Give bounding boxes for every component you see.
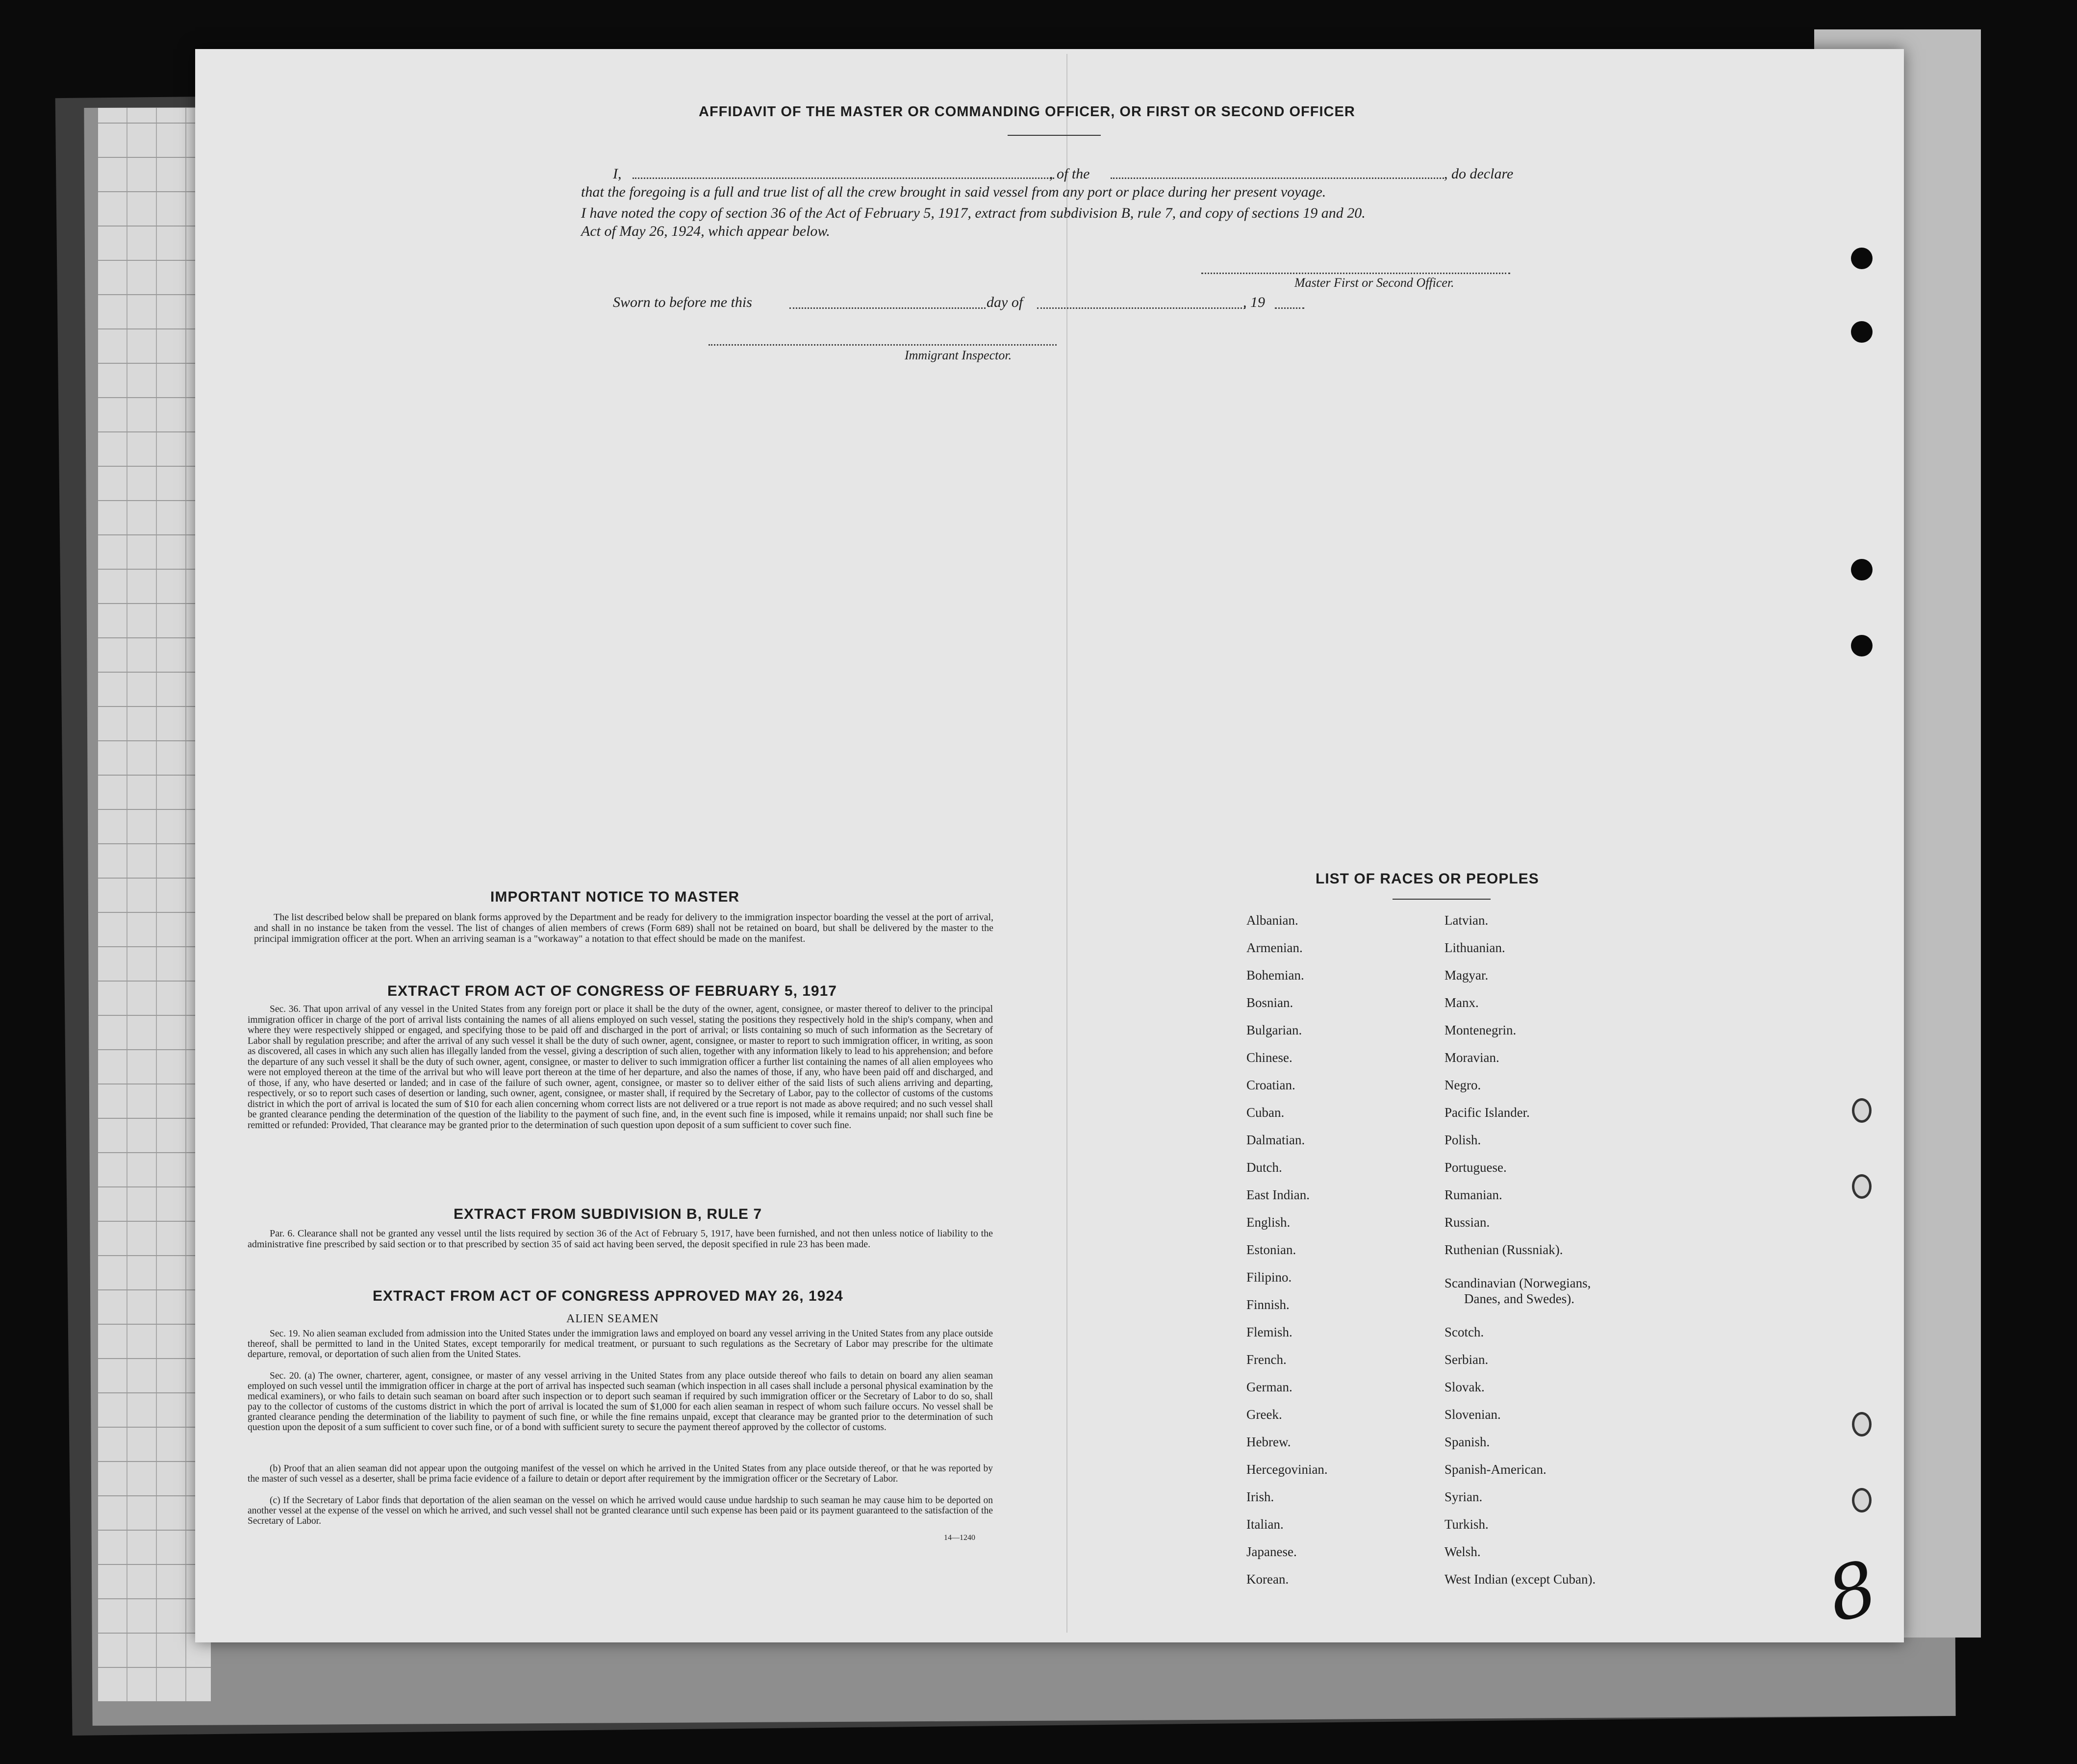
race-item: Slovak.	[1444, 1380, 1485, 1394]
race-item: Hercegovinian.	[1246, 1462, 1328, 1477]
race-item: Welsh.	[1444, 1544, 1481, 1559]
race-item: Lithuanian.	[1444, 940, 1505, 955]
master-signature-label: Master First or Second Officer.	[1294, 276, 1454, 290]
race-item: Flemish.	[1246, 1325, 1292, 1339]
inspector-label: Immigrant Inspector.	[905, 348, 1012, 362]
race-item: Slovenian.	[1444, 1407, 1501, 1422]
inspector-signature-field[interactable]	[709, 344, 1057, 346]
race-item: Korean.	[1246, 1572, 1289, 1587]
race-item: Hebrew.	[1246, 1435, 1291, 1449]
sworn-year-field[interactable]	[1275, 307, 1304, 309]
race-item: German.	[1246, 1380, 1292, 1394]
race-item: Rumanian.	[1444, 1187, 1502, 1202]
year-prefix: , 19	[1243, 294, 1265, 310]
affidavit-i: I,	[613, 166, 622, 182]
race-item: Estonian.	[1246, 1242, 1296, 1257]
race-item: Danes, and Swedes).	[1464, 1291, 1574, 1306]
race-item: West Indian (except Cuban).	[1444, 1572, 1596, 1587]
race-item: Serbian.	[1444, 1352, 1489, 1367]
race-item: Pacific Islander.	[1444, 1105, 1530, 1120]
title-underline	[1008, 135, 1101, 136]
sworn-day-field[interactable]	[789, 307, 986, 309]
race-item: Dutch.	[1246, 1160, 1282, 1175]
affidavit-of-the: , of the	[1049, 166, 1090, 182]
extract-1917-body: Sec. 36. That upon arrival of any vessel in the United States from any foreign port or place it shall be the duty of the owner, agent, consignee, or master thereof to deliver to the principal immigration officer in charge of the port of arrival lists containing the names of all aliens employed on such vessel, stating the positions they respectively hold in the ship's company, when and where they were respectively shipped or engaged, and specifying those to be paid off and discharged in the port of arrival; or lists containing so much of such information as the Secretary of Labor shall by regulation prescribe; and after the arrival of any such vessel it shall be the duty of such owner, agent, consignee, or master to report to such immigration officer, in writing, as soon as discovered, all cases in which any such alien has illegally landed from the vessel, giving a description of such alien, together with any information likely to lead to his apprehension; and before the departure of any such vessel it shall be the duty of such owner, agent, consignee, or master to deliver to such immigration officer a further list containing the names of all alien employees who were not employed thereon at the time of the arrival but who will leave port thereon at the time of her departure, and also the names of those, if any, who have been paid off and discharged, and of those, if any, who have deserted or landed; and in case of the failure of such owner, agent, consignee, or master so to deliver either of the said lists of such aliens arriving and departing, respectively, or so to report such cases of desertion or landing, such owner, agent, consignee, or master shall, if required by the Secretary of Labor, pay to the collector of customs of the customs district in which the port of arrival is located the sum of $10 for each alien concerning whom correct lists are not delivered or a true report is not made as above required; and no such vessel shall be granted clearance pending the determination of the question of the liability to the payment of such fine, and, in the event such fine is imposed, while it remains unpaid; nor shall such fine be remitted or refunded: Provided, That clearance may be granted prior to the determination of such question upon deposit of a sum sufficient to cover such fine.	[248, 1004, 993, 1131]
race-item: Scandinavian (Norwegians,	[1444, 1276, 1591, 1290]
race-item: Magyar.	[1444, 968, 1489, 983]
race-item: Turkish.	[1444, 1517, 1489, 1532]
extract-rule7-title: EXTRACT FROM SUBDIVISION B, RULE 7	[454, 1206, 762, 1222]
binding-ring	[1852, 1174, 1872, 1199]
binding-hole	[1851, 321, 1873, 343]
race-item: Filipino.	[1246, 1270, 1292, 1285]
race-item: Ruthenian (Russniak).	[1444, 1242, 1563, 1257]
affidavit-line-4: Act of May 26, 1924, which appear below.	[581, 223, 830, 239]
race-item: Bohemian.	[1246, 968, 1304, 983]
extract-rule7-body: Par. 6. Clearance shall not be granted any vessel until the lists required by section 36 of the Act of February 5, 1917, have been furnished, and not then unless notice of liability to the administrative fine prescribed by said section or to that prescribed by section 35 of said act having been served, the deposit specified in rule 23 has been made.	[248, 1228, 993, 1250]
extract-1924-title: EXTRACT FROM ACT OF CONGRESS APPROVED MAY 26, 1924	[373, 1288, 843, 1304]
sworn-label: Sworn to before me this	[613, 294, 752, 310]
race-item: Japanese.	[1246, 1544, 1297, 1559]
extract-1924-subtitle: ALIEN SEAMEN	[566, 1312, 659, 1325]
underlying-ledger-sheet	[98, 108, 211, 1701]
race-item: Moravian.	[1444, 1050, 1499, 1065]
binding-ring	[1852, 1098, 1872, 1123]
race-item: Spanish.	[1444, 1435, 1490, 1449]
race-item: English.	[1246, 1215, 1291, 1230]
extract-1924-sec20b: (b) Proof that an alien seaman did not appear upon the outgoing manifest of the vessel on which he arrived in the United States from any place outside thereof, or that he was reported by the master of such vessel as a deserter, shall be prima facie evidence of a failure to detain or deport after requirement by the immigration officer or the Secretary of Labor.	[248, 1463, 993, 1484]
race-item: Scotch.	[1444, 1325, 1484, 1339]
extract-1924-sec20c: (c) If the Secretary of Labor finds that deportation of the alien seaman on the vessel on which he arrived would cause undue hardship to such seaman he may cause him to be deported on another vessel at the expense of the vessel on which he arrived, and such vessel shall not be granted clearance until such expense has been paid or its payment guaranteed to the satisfaction of the Secretary of Labor.	[248, 1495, 993, 1526]
race-item: Chinese.	[1246, 1050, 1292, 1065]
race-item: Syrian.	[1444, 1489, 1483, 1504]
handwritten-page-number: 8	[1819, 1544, 1886, 1639]
notice-body: The list described below shall be prepared on blank forms approved by the Department and be ready for delivery to the immigration inspector boarding the vessel at the port of arrival, and shall in no instance be taken from the vessel. The list of changes of alien members of crews (Form 689) shall not be retained on board, but shall be delivered by the master to the principal immigration officer at the port. When an arriving seaman is a "workaway" a notation to that effect should be made on the manifest.	[254, 912, 993, 944]
race-item: Latvian.	[1444, 913, 1489, 928]
race-item: Polish.	[1444, 1133, 1481, 1147]
race-item: French.	[1246, 1352, 1287, 1367]
binding-ring	[1852, 1412, 1872, 1436]
extract-1917-title: EXTRACT FROM ACT OF CONGRESS OF FEBRUARY 5, 1917	[387, 983, 837, 999]
race-item: Portuguese.	[1444, 1160, 1507, 1175]
race-item: Croatian.	[1246, 1078, 1295, 1092]
race-item: Bosnian.	[1246, 995, 1293, 1010]
race-item: Bulgarian.	[1246, 1023, 1302, 1037]
race-item: Montenegrin.	[1444, 1023, 1517, 1037]
race-item: Greek.	[1246, 1407, 1282, 1422]
extract-1924-sec19: Sec. 19. No alien seaman excluded from admission into the United States under the immigration laws and employed on board any vessel arriving in the United States from any place outside thereof, shall be permitted to land in the United States, except temporarily for medical treatment, or pursuant to such regulations as the Secretary of Labor may prescribe for the ultimate departure, removal, or deportation of such alien from the United States.	[248, 1329, 993, 1360]
binding-hole	[1851, 559, 1873, 580]
notice-title: IMPORTANT NOTICE TO MASTER	[490, 889, 740, 905]
declarant-name-field[interactable]	[633, 177, 1054, 179]
race-item: Finnish.	[1246, 1297, 1290, 1312]
master-signature-field[interactable]	[1201, 273, 1510, 274]
binding-ring	[1852, 1488, 1872, 1512]
binding-hole	[1851, 635, 1873, 656]
race-item: Italian.	[1246, 1517, 1284, 1532]
race-item: Spanish-American.	[1444, 1462, 1546, 1477]
race-item: Manx.	[1444, 995, 1479, 1010]
races-title: LIST OF RACES OR PEOPLES	[1316, 871, 1539, 887]
race-item: Russian.	[1444, 1215, 1490, 1230]
day-of-label: day of	[987, 294, 1023, 310]
affidavit-line-3: I have noted the copy of section 36 of the Act of February 5, 1917, extract from subdivision B, rule 7, and copy of sections 19 and 20.	[581, 205, 1366, 221]
sworn-month-field[interactable]	[1037, 307, 1245, 309]
race-item: East Indian.	[1246, 1187, 1310, 1202]
binding-hole	[1851, 248, 1873, 269]
affidavit-title: AFFIDAVIT OF THE MASTER OR COMMANDING OFFICER, OR FIRST OR SECOND OFFICER	[699, 104, 1355, 120]
vessel-name-field[interactable]	[1111, 177, 1444, 179]
affidavit-do-declare: , do declare	[1444, 166, 1514, 182]
page-fold	[1066, 54, 1067, 1633]
extract-1924-sec20a: Sec. 20. (a) The owner, charterer, agent, consignee, or master of any vessel arriving in the United States from any place outside thereof who fails to detain on board any alien seaman employed on such vessel until the immigration officer in charge at the port of arrival has inspected such seaman (which inspection in all cases shall include a personal physical examination by the medical examiners), or who fails to detain such seaman on board after such inspection or to deport such seaman if required by such immigration officer or the Secretary of Labor to do so, shall pay to the collector of customs of the customs district in which the port of arrival is located the sum of $1,000 for each alien seaman in respect of whom such failure occurs. No vessel shall be granted clearance pending the determination of the liability to payment of such fine, or while the fine remains unpaid, except that clearance may be granted prior to the determination of such question upon the deposit of a sum sufficient to cover such fine, or of a bond with sufficient surety to secure the payment thereof approved by the collector of customs.	[248, 1371, 993, 1433]
affidavit-line-2: that the foregoing is a full and true list of all the crew brought in said vessel from any port or place during her present voyage.	[581, 184, 1326, 200]
races-underline	[1393, 899, 1491, 900]
race-item: Irish.	[1246, 1489, 1274, 1504]
race-item: Negro.	[1444, 1078, 1481, 1092]
race-item: Dalmatian.	[1246, 1133, 1305, 1147]
form-number: 14—1240	[944, 1534, 975, 1542]
race-item: Cuban.	[1246, 1105, 1285, 1120]
race-item: Armenian.	[1246, 940, 1303, 955]
race-item: Albanian.	[1246, 913, 1298, 928]
